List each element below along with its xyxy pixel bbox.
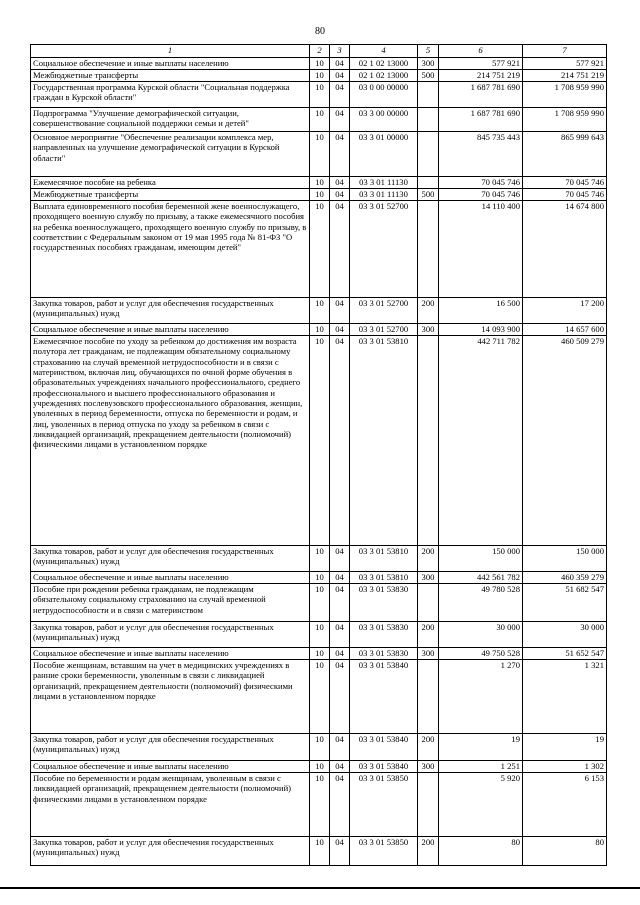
- budget-table: [30, 44, 607, 866]
- header-row: [31, 45, 607, 58]
- cell-target-code: 03 3 01 53840: [350, 734, 418, 761]
- cell-target-code: 03 0 00 00000: [350, 82, 418, 108]
- cell-section: 10: [310, 622, 330, 648]
- cell-section: 10: [310, 70, 330, 82]
- cell-amount-year2: 17 200: [523, 298, 607, 324]
- header-cell-5: 5: [418, 45, 439, 58]
- cell-target-code: 03 3 01 11130: [350, 177, 418, 189]
- cell-subsection: 04: [330, 108, 350, 132]
- table-row: [31, 70, 607, 82]
- cell-section: 10: [310, 734, 330, 761]
- cell-section: 10: [310, 584, 330, 622]
- cell-expense-type: 200: [418, 546, 439, 572]
- cell-name: Пособие при рождении ребенка гражданам, не подлежащим обязательному социальному страхованию на случай временной нетрудоспособности и в связи с материнством: [31, 584, 310, 622]
- cell-name: Закупка товаров, работ и услуг для обеспечения государственных (муниципальных) нужд: [31, 837, 310, 866]
- cell-subsection: 04: [330, 734, 350, 761]
- cell-amount-year1: 70 045 746: [439, 177, 523, 189]
- cell-amount-year2: 70 045 746: [523, 189, 607, 201]
- cell-section: 10: [310, 132, 330, 177]
- cell-amount-year1: 16 500: [439, 298, 523, 324]
- cell-target-code: 03 3 01 53830: [350, 622, 418, 648]
- cell-section: 10: [310, 837, 330, 866]
- cell-subsection: 04: [330, 201, 350, 298]
- header-cell-7: 7: [523, 45, 607, 58]
- cell-name: Социальное обеспечение и иные выплаты населению: [31, 324, 310, 336]
- cell-amount-year2: 1 708 959 990: [523, 82, 607, 108]
- cell-amount-year2: 1 708 959 990: [523, 108, 607, 132]
- cell-amount-year1: 1 270: [439, 660, 523, 734]
- cell-subsection: 04: [330, 837, 350, 866]
- table-row: [31, 201, 607, 298]
- table-row: [31, 324, 607, 336]
- cell-amount-year1: 5 920: [439, 773, 523, 837]
- cell-amount-year2: 14 657 600: [523, 324, 607, 336]
- cell-expense-type: 500: [418, 70, 439, 82]
- cell-amount-year1: 1 687 781 690: [439, 82, 523, 108]
- cell-expense-type: [418, 201, 439, 298]
- cell-target-code: 03 3 01 52700: [350, 298, 418, 324]
- cell-name: Социальное обеспечение и иные выплаты населению: [31, 58, 310, 70]
- cell-subsection: 04: [330, 622, 350, 648]
- cell-section: 10: [310, 82, 330, 108]
- cell-section: 10: [310, 761, 330, 773]
- cell-target-code: 03 3 01 52700: [350, 324, 418, 336]
- cell-name: Ежемесячное пособие на ребенка: [31, 177, 310, 189]
- cell-name: Основное мероприятие "Обеспечение реализации комплекса мер, направленных на улучшение демографической ситуации в Курской области": [31, 132, 310, 177]
- cell-subsection: 04: [330, 660, 350, 734]
- cell-expense-type: [418, 773, 439, 837]
- table-row: [31, 132, 607, 177]
- cell-section: 10: [310, 108, 330, 132]
- cell-target-code: 03 3 01 53830: [350, 648, 418, 660]
- cell-name: Закупка товаров, работ и услуг для обеспечения государственных (муниципальных) нужд: [31, 734, 310, 761]
- cell-name: Межбюджетные трансферты: [31, 189, 310, 201]
- cell-target-code: 02 1 02 13000: [350, 70, 418, 82]
- table-row: [31, 298, 607, 324]
- cell-subsection: 04: [330, 324, 350, 336]
- cell-target-code: 03 3 01 53840: [350, 660, 418, 734]
- header-cell-3: 3: [330, 45, 350, 58]
- cell-section: 10: [310, 298, 330, 324]
- cell-amount-year2: 1 321: [523, 660, 607, 734]
- cell-amount-year1: 14 093 900: [439, 324, 523, 336]
- cell-subsection: 04: [330, 761, 350, 773]
- cell-amount-year1: 14 110 400: [439, 201, 523, 298]
- table-body: [31, 58, 607, 866]
- cell-expense-type: [418, 336, 439, 546]
- cell-expense-type: [418, 660, 439, 734]
- table-row: [31, 734, 607, 761]
- table-row: [31, 660, 607, 734]
- page-number: 80: [315, 26, 325, 37]
- cell-expense-type: 200: [418, 298, 439, 324]
- table-row: [31, 546, 607, 572]
- cell-amount-year2: 14 674 800: [523, 201, 607, 298]
- cell-amount-year2: 865 999 643: [523, 132, 607, 177]
- header-cell-2: 2: [310, 45, 330, 58]
- table-row: [31, 108, 607, 132]
- cell-name: Социальное обеспечение и иные выплаты населению: [31, 572, 310, 584]
- cell-name: Межбюджетные трансферты: [31, 70, 310, 82]
- cell-expense-type: [418, 108, 439, 132]
- header-cell-6: 6: [439, 45, 523, 58]
- cell-subsection: 04: [330, 82, 350, 108]
- cell-subsection: 04: [330, 70, 350, 82]
- cell-name: Государственная программа Курской области "Социальная поддержка граждан в Курской области": [31, 82, 310, 108]
- cell-amount-year1: 49 780 528: [439, 584, 523, 622]
- cell-section: 10: [310, 648, 330, 660]
- cell-amount-year2: 1 302: [523, 761, 607, 773]
- cell-amount-year2: 214 751 219: [523, 70, 607, 82]
- cell-name: Ежемесячное пособие по уходу за ребенком до достижения им возраста полутора лет гражданам, не подлежащим обязательному социальному страхованию на случай временной нетрудоспособности и в связи с материнством, включая лиц, обучающихся по очной форме обучения в образовательных учреждениях начального профессионального, среднего профессионального и высшего профессионального образования и учреждениях послевузовского профессионального образования, женщин, уволенных в период беременности, отпуска по беременности и родам, и лиц, уволенных в период отпуска по уходу за ребенком в связи с ликвидацией организаций, прекращением деятельности (полномочий) физическими лицами в установленном порядке: [31, 336, 310, 546]
- cell-amount-year2: 30 000: [523, 622, 607, 648]
- table-row: [31, 336, 607, 546]
- cell-subsection: 04: [330, 336, 350, 546]
- cell-expense-type: [418, 177, 439, 189]
- cell-section: 10: [310, 336, 330, 546]
- cell-name: Социальное обеспечение и иные выплаты населению: [31, 761, 310, 773]
- cell-subsection: 04: [330, 298, 350, 324]
- cell-subsection: 04: [330, 572, 350, 584]
- cell-name: Подпрограмма "Улучшение демографической ситуации, совершенствование социальной поддержки семьи и детей": [31, 108, 310, 132]
- cell-expense-type: 300: [418, 324, 439, 336]
- table-row: [31, 572, 607, 584]
- cell-subsection: 04: [330, 189, 350, 201]
- cell-amount-year1: 442 561 782: [439, 572, 523, 584]
- cell-amount-year1: 70 045 746: [439, 189, 523, 201]
- cell-expense-type: [418, 132, 439, 177]
- table-row: [31, 773, 607, 837]
- cell-amount-year1: 1 251: [439, 761, 523, 773]
- table-row: [31, 648, 607, 660]
- cell-expense-type: 300: [418, 648, 439, 660]
- cell-amount-year1: 30 000: [439, 622, 523, 648]
- cell-amount-year2: 19: [523, 734, 607, 761]
- cell-expense-type: 300: [418, 572, 439, 584]
- cell-expense-type: 300: [418, 761, 439, 773]
- cell-name: Закупка товаров, работ и услуг для обеспечения государственных (муниципальных) нужд: [31, 546, 310, 572]
- cell-target-code: 03 3 00 00000: [350, 108, 418, 132]
- cell-name: Социальное обеспечение и иные выплаты населению: [31, 648, 310, 660]
- cell-amount-year1: 19: [439, 734, 523, 761]
- table-row: [31, 837, 607, 866]
- cell-name: Закупка товаров, работ и услуг для обеспечения государственных (муниципальных) нужд: [31, 298, 310, 324]
- cell-amount-year1: 1 687 781 690: [439, 108, 523, 132]
- cell-target-code: 03 3 01 53810: [350, 546, 418, 572]
- cell-amount-year1: 442 711 782: [439, 336, 523, 546]
- header-cell-1: 1: [31, 45, 310, 58]
- cell-amount-year2: 80: [523, 837, 607, 866]
- cell-amount-year2: 51 682 547: [523, 584, 607, 622]
- cell-amount-year1: 80: [439, 837, 523, 866]
- cell-subsection: 04: [330, 773, 350, 837]
- cell-section: 10: [310, 201, 330, 298]
- table-row: [31, 177, 607, 189]
- cell-name: Выплата единовременного пособия беременной жене военнослужащего, проходящего военную службу по призыву, а также ежемесячного пособия на ребенка военнослужащего, проходящего военную службу по призыву, в соответствии с Федеральным законом от 19 мая 1995 года № 81-ФЗ "О государственных пособиях гражданам, имеющим детей": [31, 201, 310, 298]
- cell-expense-type: [418, 584, 439, 622]
- cell-subsection: 04: [330, 58, 350, 70]
- cell-name: Закупка товаров, работ и услуг для обеспечения государственных (муниципальных) нужд: [31, 622, 310, 648]
- cell-target-code: 03 3 01 53830: [350, 584, 418, 622]
- cell-section: 10: [310, 58, 330, 70]
- table-row: [31, 189, 607, 201]
- table-row: [31, 584, 607, 622]
- cell-amount-year2: 577 921: [523, 58, 607, 70]
- cell-name: Пособие по беременности и родам женщинам, уволенным в связи с ликвидацией организаций, прекращением деятельности (полномочий) физическими лицами в установленном порядке: [31, 773, 310, 837]
- cell-section: 10: [310, 546, 330, 572]
- cell-target-code: 03 3 01 53840: [350, 761, 418, 773]
- cell-target-code: 03 3 01 53850: [350, 773, 418, 837]
- cell-expense-type: 500: [418, 189, 439, 201]
- cell-amount-year1: 577 921: [439, 58, 523, 70]
- cell-section: 10: [310, 177, 330, 189]
- cell-amount-year1: 49 750 528: [439, 648, 523, 660]
- cell-amount-year1: 150 000: [439, 546, 523, 572]
- cell-amount-year2: 70 045 746: [523, 177, 607, 189]
- cell-amount-year1: 214 751 219: [439, 70, 523, 82]
- cell-expense-type: 200: [418, 622, 439, 648]
- cell-target-code: 03 3 01 52700: [350, 201, 418, 298]
- cell-expense-type: [418, 82, 439, 108]
- table-row: [31, 761, 607, 773]
- cell-subsection: 04: [330, 177, 350, 189]
- cell-amount-year2: 460 359 279: [523, 572, 607, 584]
- cell-target-code: 03 3 01 00000: [350, 132, 418, 177]
- bottom-rule: [0, 887, 640, 889]
- cell-amount-year1: 845 735 443: [439, 132, 523, 177]
- table-row: [31, 58, 607, 70]
- cell-target-code: 03 3 01 11130: [350, 189, 418, 201]
- cell-amount-year2: 51 652 547: [523, 648, 607, 660]
- cell-subsection: 04: [330, 584, 350, 622]
- cell-amount-year2: 150 000: [523, 546, 607, 572]
- cell-target-code: 03 3 01 53810: [350, 572, 418, 584]
- cell-section: 10: [310, 773, 330, 837]
- cell-expense-type: 300: [418, 58, 439, 70]
- cell-name: Пособие женщинам, вставшим на учет в медицинских учреждениях в ранние сроки беременности, уволенным в связи с ликвидацией организаций, прекращением деятельности (полномочий) физическими лицами в установленном порядке: [31, 660, 310, 734]
- cell-amount-year2: 460 509 279: [523, 336, 607, 546]
- cell-target-code: 03 3 01 53850: [350, 837, 418, 866]
- cell-subsection: 04: [330, 132, 350, 177]
- cell-target-code: 02 1 02 13000: [350, 58, 418, 70]
- cell-expense-type: 200: [418, 837, 439, 866]
- cell-section: 10: [310, 189, 330, 201]
- cell-amount-year2: 6 153: [523, 773, 607, 837]
- cell-section: 10: [310, 324, 330, 336]
- cell-section: 10: [310, 572, 330, 584]
- cell-subsection: 04: [330, 546, 350, 572]
- header-cell-4: 4: [350, 45, 418, 58]
- table-row: [31, 82, 607, 108]
- cell-subsection: 04: [330, 648, 350, 660]
- cell-section: 10: [310, 660, 330, 734]
- cell-target-code: 03 3 01 53810: [350, 336, 418, 546]
- cell-expense-type: 200: [418, 734, 439, 761]
- table-row: [31, 622, 607, 648]
